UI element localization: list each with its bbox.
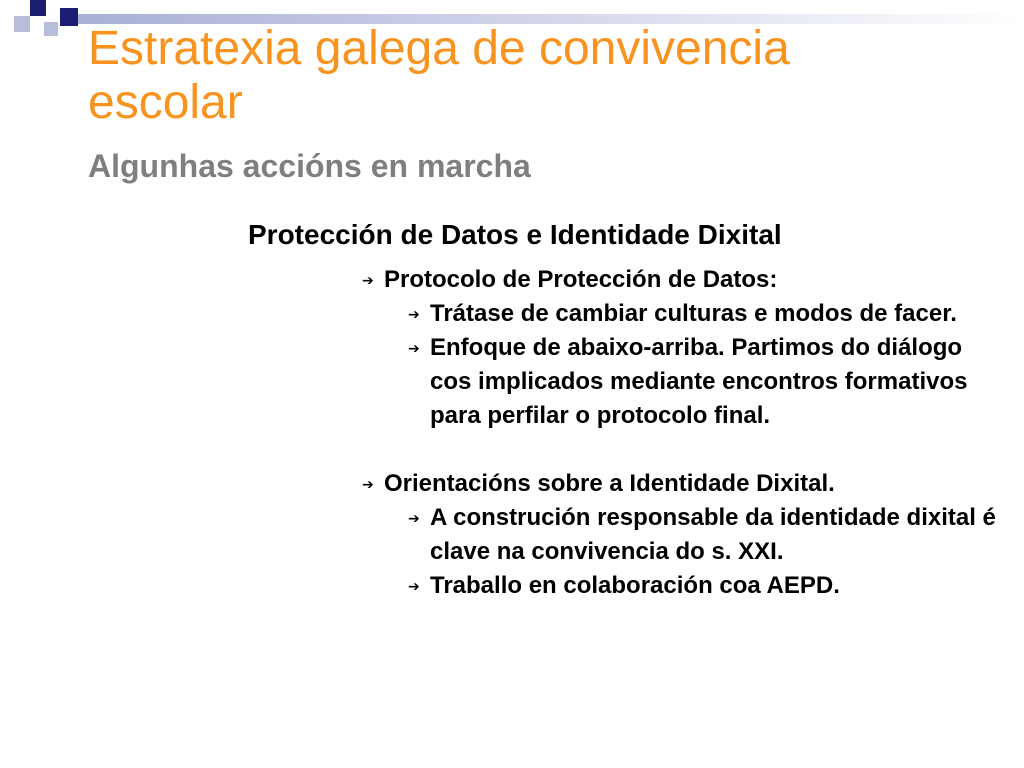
list-subitem-text: Traballo en colaboración coa AEPD. <box>430 572 840 599</box>
slide-title: Estratexia galega de convivencia escolar <box>88 22 790 129</box>
list-subitem-text: Trátase de cambiar culturas e modos de facer. <box>430 300 957 327</box>
list-item-text: Orientacións sobre a Identidade Dixital. <box>384 470 835 497</box>
header-square-light <box>14 16 30 32</box>
slide-subtitle: Algunhas accións en marcha <box>88 148 531 184</box>
list-subitem <box>408 297 1002 331</box>
arrow-right-icon: ➔ <box>408 510 420 526</box>
arrow-right-icon: ➔ <box>408 340 420 356</box>
arrow-right-icon: ➔ <box>408 306 420 322</box>
list-subitem <box>408 501 1002 569</box>
arrow-right-icon: ➔ <box>362 476 374 492</box>
list-subitem-text: A construción responsable da identidade dixital é clave na convivencia do s. XXI. <box>430 504 996 565</box>
list-subitem <box>408 569 1002 603</box>
list-spacer <box>362 433 1002 467</box>
list-item <box>362 263 1002 297</box>
header-square-dark <box>30 0 46 16</box>
arrow-right-icon: ➔ <box>408 578 420 594</box>
list-subitem-text: Enfoque de abaixo-arriba. Partimos do diálogo cos implicados mediante encontros formativos para perfilar o protocolo final. <box>430 334 968 429</box>
section-heading: Protección de Datos e Identidade Dixital <box>248 219 782 250</box>
list-subitem <box>408 331 1002 433</box>
header-square-light <box>44 22 58 36</box>
list-item <box>362 467 1002 501</box>
header-square-dark <box>60 8 78 26</box>
bullet-list <box>362 263 1002 603</box>
arrow-right-icon: ➔ <box>362 272 374 288</box>
list-item-text: Protocolo de Protección de Datos: <box>384 266 778 293</box>
